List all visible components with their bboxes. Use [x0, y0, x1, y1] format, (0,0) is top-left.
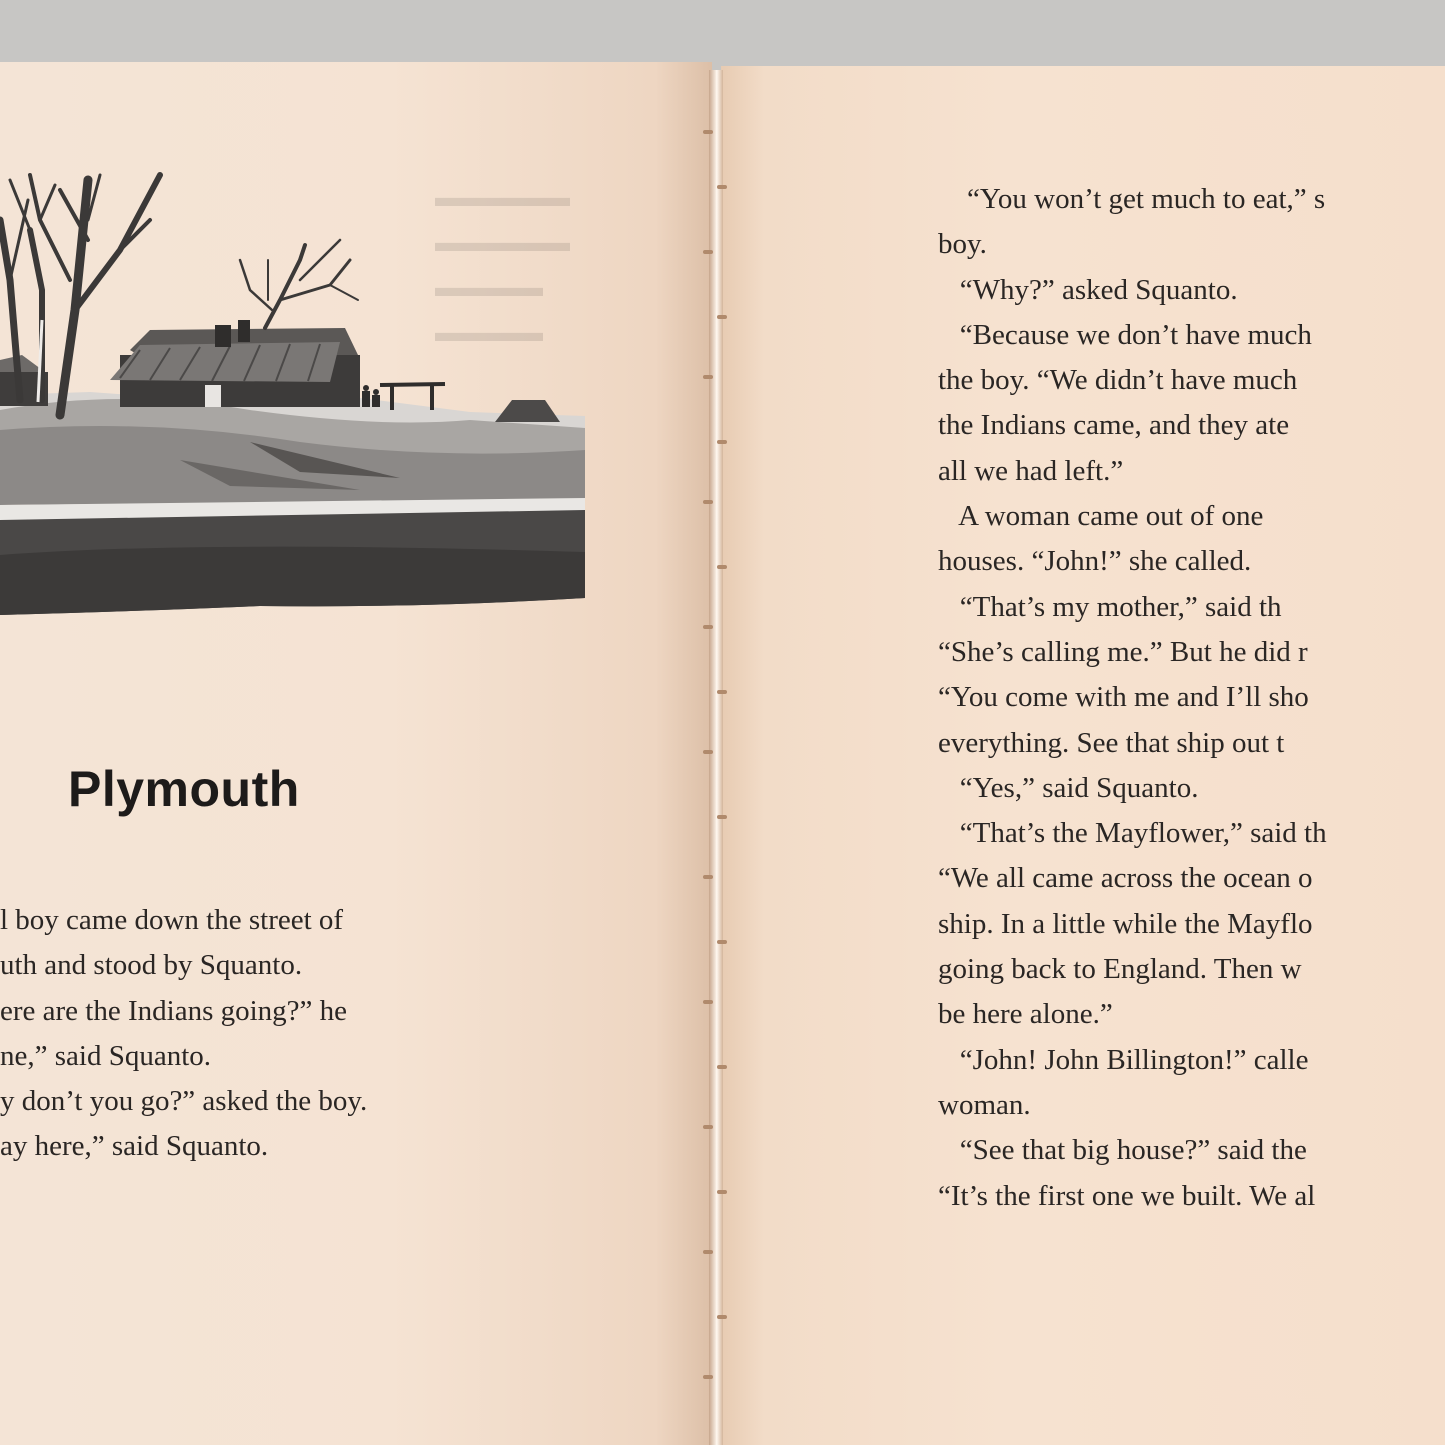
- text-line: y don’t you go?” asked the boy.: [0, 1085, 368, 1118]
- text-line: houses. “John!” she called.: [938, 545, 1252, 578]
- text-line: l boy came down the street of: [0, 904, 344, 936]
- binding-stitch: [703, 1125, 713, 1129]
- text-line: “Because we don’t have much: [938, 318, 1312, 351]
- binding-stitch: [717, 1065, 727, 1069]
- right-page-text: [938, 177, 1327, 1219]
- binding-stitch: [717, 440, 727, 444]
- binding-stitch: [703, 1375, 713, 1379]
- binding-stitch: [717, 1190, 727, 1194]
- binding-stitch: [703, 1000, 713, 1004]
- text-line: ay here,” said Squanto.: [0, 1130, 269, 1163]
- text-line: boy.: [938, 228, 987, 261]
- text-line: “That’s the Mayflower,” said th: [938, 817, 1327, 850]
- text-line: “John! John Billington!” calle: [938, 1043, 1309, 1076]
- text-line: all we had left.”: [938, 454, 1124, 487]
- text-line: everything. See that ship out t: [938, 726, 1285, 759]
- binding-stitch: [717, 565, 727, 569]
- binding-stitch: [703, 500, 713, 504]
- binding-stitch: [717, 690, 727, 694]
- binding-stitch: [703, 1250, 713, 1254]
- text-line: woman.: [938, 1088, 1031, 1121]
- binding-stitch: [717, 1315, 727, 1319]
- book-gutter: [709, 70, 723, 1445]
- binding-stitch: [717, 185, 727, 189]
- binding-stitch: [717, 315, 727, 319]
- text-line: “You come with me and I’ll sho: [938, 681, 1309, 714]
- text-line: “See that big house?” said the: [938, 1134, 1307, 1167]
- binding-stitch: [717, 940, 727, 944]
- text-line: “It’s the first one we built. We al: [938, 1179, 1316, 1212]
- show-through-texture: ▬▬▬▬▬ ▬▬▬▬▬ ▬▬▬▬ ▬▬▬▬: [435, 182, 570, 347]
- binding-stitch: [703, 750, 713, 754]
- text-line: ship. In a little while the Mayflo: [938, 907, 1313, 940]
- binding-stitch: [703, 250, 713, 254]
- text-line: ne,” said Squanto.: [0, 1039, 212, 1072]
- text-line: the Indians came, and they ate: [938, 409, 1290, 442]
- text-line: “Yes,” said Squanto.: [938, 771, 1199, 804]
- left-page-text: [0, 898, 367, 1170]
- text-line: A woman came out of one: [938, 500, 1264, 533]
- chapter-title: Plymouth: [68, 761, 300, 817]
- text-line: be here alone.”: [938, 998, 1113, 1031]
- plymouth-village-illustration: [0, 160, 585, 620]
- binding-stitch: [717, 815, 727, 819]
- text-line: “She’s calling me.” But he did r: [938, 635, 1308, 668]
- text-line: ere are the Indians going?” he: [0, 994, 348, 1027]
- text-line: going back to England. Then w: [938, 953, 1302, 986]
- text-line: “Why?” asked Squanto.: [938, 273, 1238, 306]
- binding-stitch: [703, 625, 713, 629]
- binding-stitch: [703, 875, 713, 879]
- text-line: uth and stood by Squanto.: [0, 949, 303, 982]
- binding-stitch: [703, 130, 713, 134]
- text-line: “You won’t get much to eat,” s: [938, 183, 1326, 215]
- text-line: “That’s my mother,” said th: [938, 590, 1282, 623]
- text-line: the boy. “We didn’t have much: [938, 364, 1298, 397]
- text-line: “We all came across the ocean o: [938, 862, 1313, 895]
- binding-stitch: [703, 375, 713, 379]
